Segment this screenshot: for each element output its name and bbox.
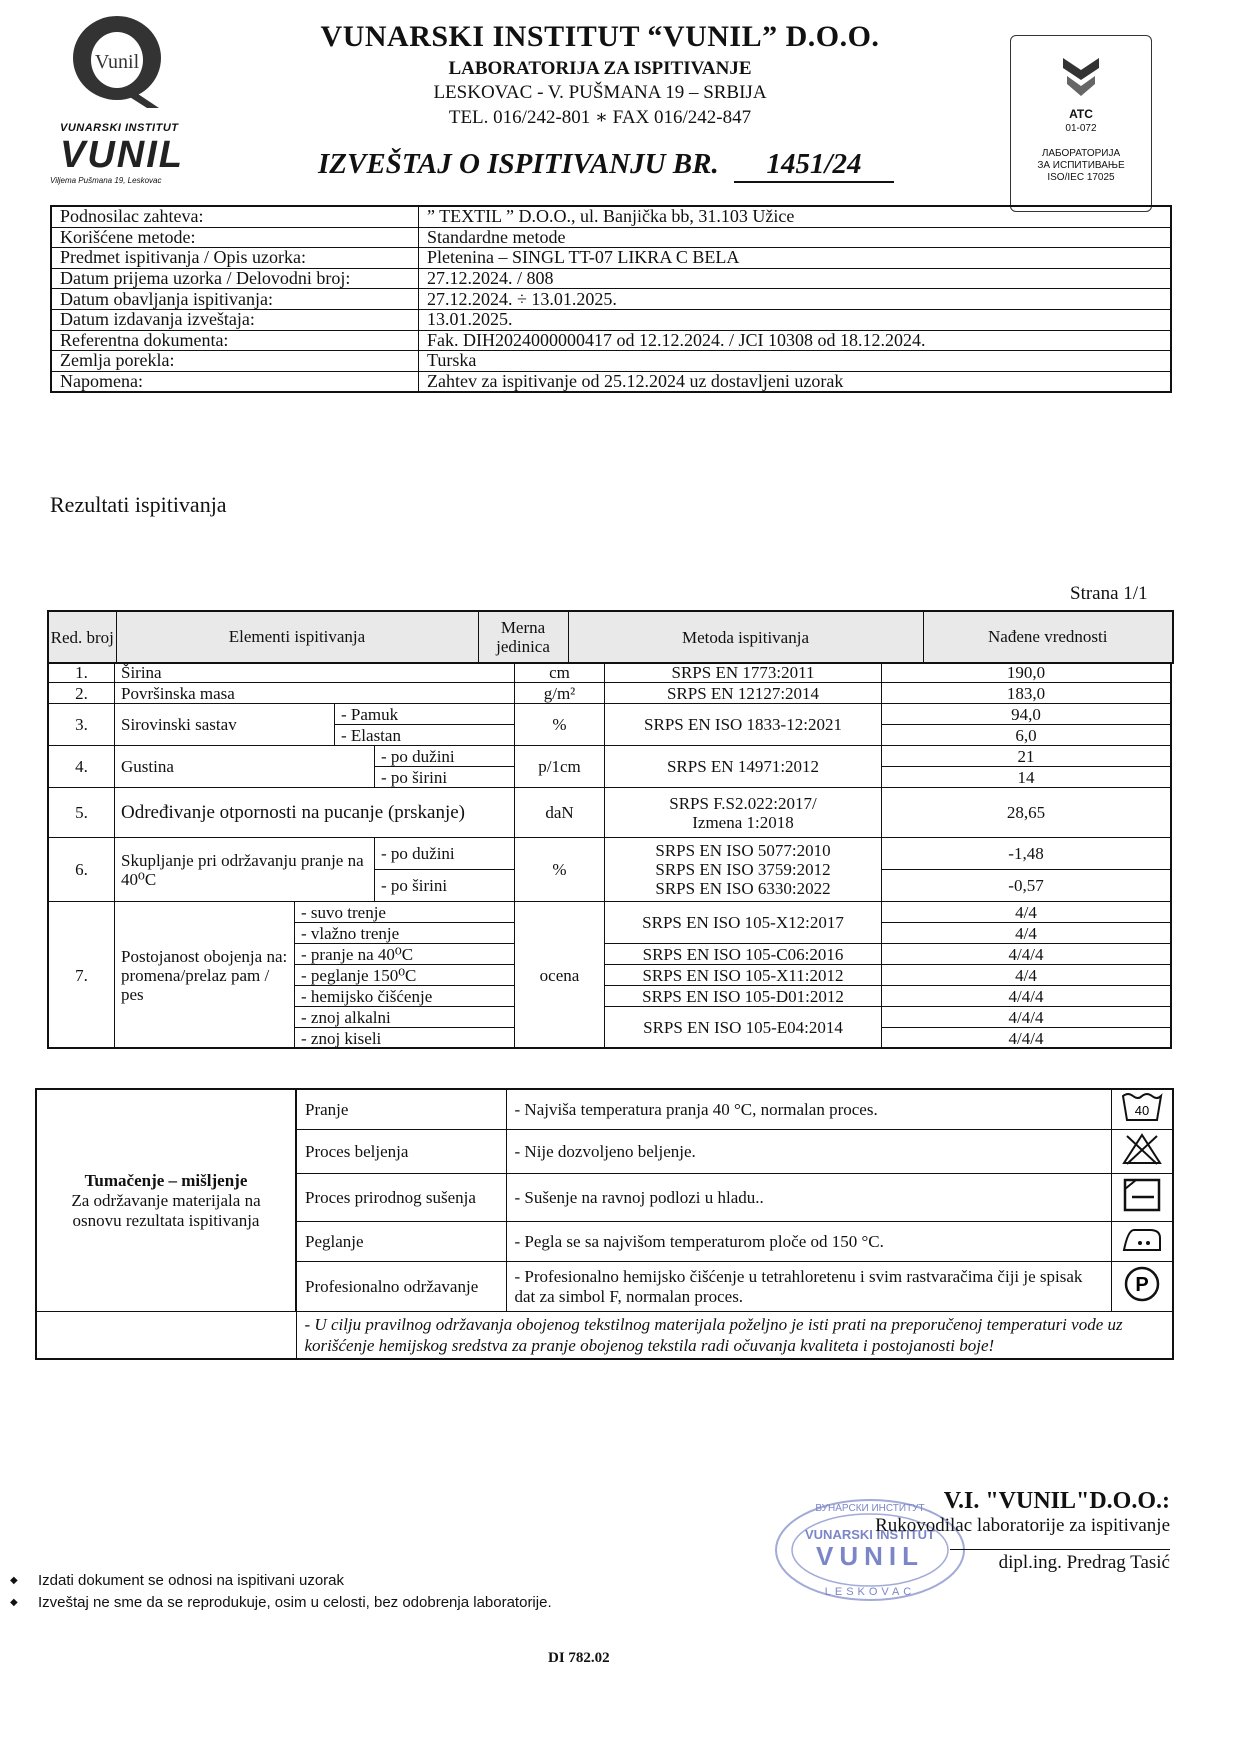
interp-text: - Profesionalno hemijsko čišćenje u tetrahloretenu i svim rastvaračima čiji je spisak dat za simbol F, normalan proces. <box>506 1262 1111 1312</box>
row-value: -0,57 <box>882 870 1172 902</box>
svg-text:ВУНАРСКИ ИНСТИТУТ: ВУНАРСКИ ИНСТИТУТ <box>815 1503 925 1514</box>
info-table <box>50 205 1172 393</box>
row-sub: - Elastan <box>335 725 515 746</box>
info-value: Fak. DIH2024000000417 od 12.12.2024. / JCI 10308 od 18.12.2024. <box>419 330 1172 351</box>
interpretation-table <box>35 1088 1174 1360</box>
footer-note: ◆ Izveštaj ne sme da se reprodukuje, osim u celosti, bez odobrenja laboratorije. <box>10 1592 552 1614</box>
signature-name: dipl.ing. Predrag Tasić <box>950 1549 1170 1574</box>
iron-150-icon <box>1111 1222 1173 1262</box>
footer-note: ◆ Izdati dokument se odnosi na ispitivani uzorak <box>10 1570 552 1592</box>
row-sub: - vlažno trenje <box>295 923 515 944</box>
atc-line2: ЗА ИСПИТИВАЊЕ <box>1037 160 1125 171</box>
info-label: Korišćene metode: <box>51 227 419 248</box>
footer-notes <box>10 1570 552 1614</box>
row-unit: p/1cm <box>515 746 605 788</box>
info-row <box>51 309 1171 330</box>
report-title <box>318 148 894 183</box>
info-label: Napomena: <box>51 371 419 392</box>
row-value: 4/4 <box>882 902 1172 923</box>
signature-company: V.I. "VUNIL"D.O.O.: <box>943 1488 1170 1514</box>
lab-name: LABORATORIJA ZA ISPITIVANJE <box>448 58 752 79</box>
logo-line2: VUNIL <box>60 134 184 176</box>
row-method <box>605 838 882 902</box>
row-element: Gustina <box>115 746 375 788</box>
header-element: Elementi ispitivanja <box>116 611 478 663</box>
row-value: 21 <box>882 746 1172 767</box>
row-sub: - znoj kiseli <box>295 1028 515 1049</box>
row-value: 183,0 <box>882 683 1172 704</box>
row-no: 5. <box>47 788 115 838</box>
svg-text:LESKOVAC: LESKOVAC <box>824 1586 916 1598</box>
row-method <box>605 788 882 838</box>
header-method: Metoda ispitivanja <box>568 611 923 663</box>
atc-line3: ISO/IEC 17025 <box>1047 172 1115 183</box>
info-row <box>51 371 1171 392</box>
institute-name: VUNARSKI INSTITUT “VUNIL” D.O.O. <box>320 20 880 53</box>
row-element: Širina <box>115 662 515 683</box>
results-grid <box>47 662 1172 1049</box>
row-value: 14 <box>882 767 1172 788</box>
signature-role: Rukovodilac laboratorije za ispitivanje <box>875 1515 1170 1536</box>
row-sub: - znoj alkalni <box>295 1007 515 1028</box>
institute-header <box>300 20 900 129</box>
atc-code: ATC <box>1069 107 1093 121</box>
info-value: Pletenina – SINGL TT-07 LIKRA C BELA <box>419 248 1172 269</box>
info-label: Zemlja porekla: <box>51 351 419 372</box>
info-row <box>51 248 1171 269</box>
info-label: Podnosilac zahteva: <box>51 206 419 227</box>
method-line: SRPS EN ISO 3759:2012 <box>655 860 831 879</box>
interp-text: - Pegla se sa najvišom temperaturom ploče od 150 °C. <box>506 1222 1111 1262</box>
row-value: 4/4 <box>882 965 1172 986</box>
row-method: SRPS EN ISO 105-E04:2014 <box>605 1007 882 1049</box>
info-value: Zahtev za ispitivanje od 25.12.2024 uz dostavljeni uzorak <box>419 371 1172 392</box>
info-label: Datum izdavanja izveštaja: <box>51 309 419 330</box>
row-element: Određivanje otpornosti na pucanje (prskanje) <box>115 788 515 838</box>
info-label: Datum obavljanja ispitivanja: <box>51 289 419 310</box>
interp-label: Proces prirodnog sušenja <box>296 1174 506 1222</box>
method-line: SRPS F.S2.022:2017/ <box>669 793 817 813</box>
page-number: Strana 1/1 <box>1070 583 1148 604</box>
info-row <box>51 227 1171 248</box>
row-unit: daN <box>515 788 605 838</box>
interp-note-row <box>36 1312 1173 1360</box>
row-sub: - po dužini <box>375 746 515 767</box>
professional-clean-p-icon <box>1111 1262 1173 1312</box>
dry-flat-shade-icon <box>1111 1174 1173 1222</box>
row-value: 6,0 <box>882 725 1172 746</box>
row-method: SRPS EN 1773:2011 <box>605 662 882 683</box>
atc-line1: ЛАБОРАТОРИЈА <box>1041 148 1121 159</box>
row-value: 4/4/4 <box>882 986 1172 1007</box>
q-logo-icon <box>67 10 167 110</box>
row-element: Postojanost obojenja na: promena/prelaz pam / pes <box>115 902 295 1049</box>
header-no: Red. broj <box>48 611 116 663</box>
row-sub: - po širini <box>375 767 515 788</box>
method-line: SRPS EN ISO 5077:2010 <box>655 841 831 860</box>
interp-note: - U cilju pravilnog održavanja obojenog tekstilnog materijala poželjno je isti prati na preporučenoj temperaturi vode uz korišćenje hemijskog sredstva za pranje obojenog tekstila radi očuvanja kvaliteta i postojanosti boje! <box>296 1312 1173 1360</box>
info-value: 13.01.2025. <box>419 309 1172 330</box>
wash-40-icon <box>1111 1089 1173 1130</box>
results-table-body <box>47 610 1174 664</box>
svg-text:40: 40 <box>1134 1103 1149 1118</box>
logo-line1: VUNARSKI INSTITUT <box>60 122 179 134</box>
row-unit: % <box>515 704 605 746</box>
row-sub: - hemijsko čišćenje <box>295 986 515 1007</box>
row-value: 28,65 <box>882 788 1172 838</box>
logo-line3: Viljema Pušmana 19, Leskovac <box>50 176 162 185</box>
info-label: Predmet ispitivanja / Opis uzorka: <box>51 248 419 269</box>
interp-text: - Sušenje na ravnoj podlozi u hladu.. <box>506 1174 1111 1222</box>
row-value: 190,0 <box>882 662 1172 683</box>
row-method: SRPS EN 12127:2014 <box>605 683 882 704</box>
row-element: Sirovinski sastav <box>115 704 335 746</box>
row-unit: g/m² <box>515 683 605 704</box>
svg-text:P: P <box>1135 1274 1149 1296</box>
q-logo-text: Vunil <box>94 51 140 73</box>
row-method: SRPS EN ISO 105-X12:2017 <box>605 902 882 944</box>
institute-phone: TEL. 016/242-801 ∗ FAX 016/242-847 <box>448 107 752 128</box>
institute-address: LESKOVAC - V. PUŠMANA 19 – SRBIJA <box>433 82 767 103</box>
table-bottom-border <box>47 1047 1172 1049</box>
row-method: SRPS EN 14971:2012 <box>605 746 882 788</box>
header-unit: Merna jedinica <box>478 611 568 663</box>
info-value: Standardne metode <box>419 227 1172 248</box>
svg-text:VUNIL: VUNIL <box>816 1541 924 1571</box>
info-value: 27.12.2024. / 808 <box>419 268 1172 289</box>
info-row <box>51 289 1171 310</box>
row-method: SRPS EN ISO 1833-12:2021 <box>605 704 882 746</box>
row-no: 2. <box>47 683 115 704</box>
interp-title: Tumačenje – mišljenje <box>84 1170 248 1190</box>
row-no: 7. <box>47 902 115 1049</box>
header-value: Nađene vrednosti <box>923 611 1173 663</box>
no-bleach-icon <box>1111 1130 1173 1174</box>
info-value: ” TEXTIL ” D.O.O., ul. Banjička bb, 31.103 Užice <box>419 206 1172 227</box>
row-unit: ocena <box>515 902 605 1049</box>
interp-text: - Nije dozvoljeno beljenje. <box>506 1130 1111 1174</box>
document-code: DI 782.02 <box>548 1650 610 1666</box>
interp-row <box>36 1089 1173 1130</box>
method-line: Izmena 1:2018 <box>692 812 794 832</box>
row-value: 4/4/4 <box>882 944 1172 965</box>
interp-label: Proces beljenja <box>296 1130 506 1174</box>
info-row <box>51 351 1171 372</box>
row-element: Skupljanje pri održavanju pranje na 40⁰C <box>115 838 375 902</box>
atc-number: 01-072 <box>1065 123 1097 134</box>
interp-text: - Najviša temperatura pranja 40 °C, normalan proces. <box>506 1089 1111 1130</box>
accreditation-badge <box>1010 35 1152 212</box>
row-sub: - suvo trenje <box>295 902 515 923</box>
report-title-prefix: IZVEŠTAJ O ISPITIVANJU BR. <box>318 148 719 180</box>
interp-label: Pranje <box>296 1089 506 1130</box>
svg-text:VUNARSKI INSTITUT: VUNARSKI INSTITUT <box>805 1527 935 1542</box>
row-no: 6. <box>47 838 115 902</box>
row-value: 4/4/4 <box>882 1028 1172 1049</box>
row-unit: % <box>515 838 605 902</box>
results-heading: Rezultati ispitivanja <box>50 492 227 517</box>
row-sub: - po dužini <box>375 838 515 870</box>
row-no: 1. <box>47 662 115 683</box>
interp-label: Profesionalno održavanje <box>296 1262 506 1312</box>
info-value: Turska <box>419 351 1172 372</box>
row-element: Površinska masa <box>115 683 515 704</box>
signature-block <box>770 1488 1170 1574</box>
info-row <box>51 206 1171 227</box>
info-label: Referentna dokumenta: <box>51 330 419 351</box>
atc-mark-icon <box>1059 54 1103 100</box>
report-number: 1451/24 <box>734 148 894 183</box>
row-value: 4/4 <box>882 923 1172 944</box>
row-sub: - Pamuk <box>335 704 515 725</box>
interp-subtitle: Za održavanje materijala na osnovu rezultata ispitivanja <box>71 1190 261 1230</box>
row-unit: cm <box>515 662 605 683</box>
interp-label: Peglanje <box>296 1222 506 1262</box>
row-value: -1,48 <box>882 838 1172 870</box>
row-method: SRPS EN ISO 105-C06:2016 <box>605 944 882 965</box>
info-row <box>51 330 1171 351</box>
row-value: 94,0 <box>882 704 1172 725</box>
row-no: 4. <box>47 746 115 788</box>
row-value: 4/4/4 <box>882 1007 1172 1028</box>
row-sub: - po širini <box>375 870 515 902</box>
row-method: SRPS EN ISO 105-X11:2012 <box>605 965 882 986</box>
vunil-logo <box>45 10 195 185</box>
row-sub: - pranje na 40⁰C <box>295 944 515 965</box>
info-value: 27.12.2024. ÷ 13.01.2025. <box>419 289 1172 310</box>
row-no: 3. <box>47 704 115 746</box>
row-sub: - peglanje 150⁰C <box>295 965 515 986</box>
info-label: Datum prijema uzorka / Delovodni broj: <box>51 268 419 289</box>
interp-side <box>36 1089 296 1312</box>
row-method: SRPS EN ISO 105-D01:2012 <box>605 986 882 1007</box>
info-row <box>51 268 1171 289</box>
method-line: SRPS EN ISO 6330:2022 <box>655 879 831 898</box>
